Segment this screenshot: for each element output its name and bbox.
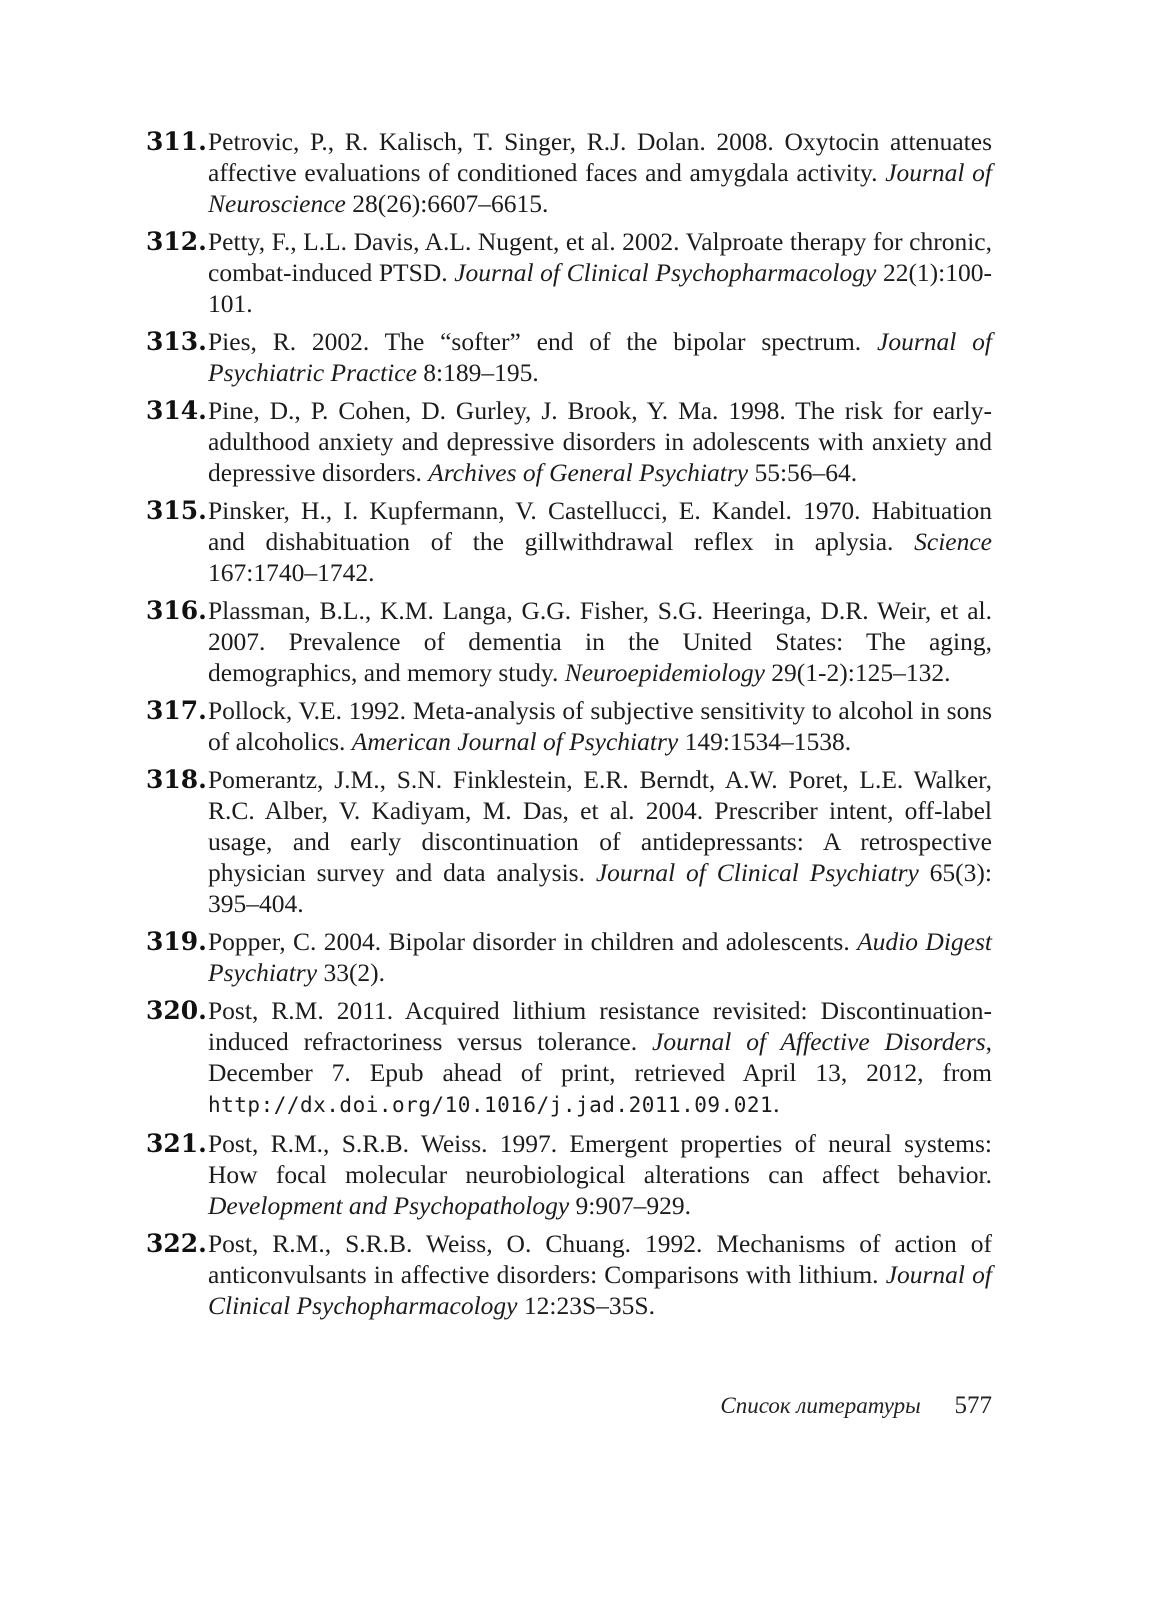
reference-entry [146, 595, 992, 688]
reference-text: Pollock, V.E. 1992. Meta-analysis of subjective sensitivity to alcohol in sons of alcoholics. American Journal of Psychiatry 149:1534–1538. [208, 696, 992, 756]
journal-title: American Journal of Psychiatry [351, 727, 679, 756]
reference-text: Petty, F., L.L. Davis, A.L. Nugent, et al. 2002. Valproate therapy for chronic, combat-induced PTSD. Journal of Clinical Psychopharmacology 22(1):100-101. [208, 227, 992, 318]
reference-text: Post, R.M., S.R.B. Weiss, O. Chuang. 1992. Mechanisms of action of anticonvulsants in affective disorders: Comparisons with lithium. Journal of Clinical Psychopharmacology 12:23S–35S. [208, 1229, 992, 1320]
journal-title: Development and Psychopathology [208, 1191, 570, 1220]
reference-text: Pinsker, H., I. Kupfermann, V. Castellucci, E. Kandel. 1970. Habituation and dishabituation of the gillwithdrawal reflex in aplysia. Science 167:1740–1742. [208, 496, 992, 587]
reference-entry [146, 1128, 992, 1221]
reference-number: 316. [146, 596, 207, 625]
reference-entry [146, 1228, 992, 1321]
reference-number: 315. [146, 496, 207, 525]
reference-entry [146, 926, 992, 988]
reference-number: 321. [146, 1129, 207, 1158]
reference-number: 311. [146, 127, 207, 156]
reference-text: Post, R.M. 2011. Acquired lithium resistance revisited: Discontinuation-induced refractoriness versus tolerance. Journal of Affective Disorders, December 7. Epub ahead of print, retrieved April 13, 2012, from http://dx.doi.org/10.1016/j.jad.2011.09.021. [208, 996, 992, 1118]
reference-text: Pomerantz, J.M., S.N. Finklestein, E.R. Berndt, A.W. Poret, L.E. Walker, R.C. Alber, V. Kadiyam, M. Das, et al. 2004. Prescriber intent, off-label usage, and early discontinuation of antidepressants: A retrospective physician survey and data analysis. Journal of Clinical Psychiatry 65(3): 395–404. [208, 765, 992, 918]
journal-title: Journal of Neuroscience [208, 158, 992, 218]
reference-number: 320. [146, 996, 207, 1025]
reference-entry [146, 395, 992, 488]
reference-number: 322. [146, 1229, 207, 1258]
journal-title: Journal of Psychiatric Practice [208, 327, 992, 387]
reference-text: Petrovic, P., R. Kalisch, T. Singer, R.J. Dolan. 2008. Oxytocin attenuates affective evaluations of conditioned faces and amygdala activity. Journal of Neuroscience 28(26):6607–6615. [208, 127, 992, 218]
reference-entry [146, 995, 992, 1121]
reference-list [146, 126, 992, 1328]
journal-title: Audio Digest Psychiatry [208, 927, 992, 987]
reference-text: Pine, D., P. Cohen, D. Gurley, J. Brook, Y. Ma. 1998. The risk for early-adulthood anxiety and depressive disorders in adolescents with anxiety and depressive disorders. Archives of General Psychiatry 55:56–64. [208, 396, 992, 487]
reference-entry [146, 695, 992, 757]
page-number: 577 [954, 1392, 992, 1419]
reference-entry [146, 495, 992, 588]
journal-title: Science [914, 527, 992, 556]
journal-title: Journal of Clinical Psychiatry [595, 858, 919, 887]
reference-text: Popper, C. 2004. Bipolar disorder in children and adolescents. Audio Digest Psychiatry 33(2). [208, 927, 992, 987]
reference-entry [146, 226, 992, 319]
journal-title: Journal of Clinical Psychopharmacology [208, 1260, 992, 1320]
running-title: Список литературы [720, 1393, 921, 1418]
journal-title: Neuroepidemiology [564, 658, 765, 687]
journal-title: Archives of General Psychiatry [428, 458, 749, 487]
reference-entry [146, 326, 992, 388]
reference-text: Pies, R. 2002. The “softer” end of the bipolar spectrum. Journal of Psychiatric Practice 8:189–195. [208, 327, 992, 387]
reference-number: 317. [146, 696, 207, 725]
doi-link[interactable]: http://dx.doi.org/10.1016/j.jad.2011.09.021 [208, 1093, 774, 1117]
journal-title: Journal of Clinical Psychopharmacology [454, 258, 877, 287]
reference-entry [146, 126, 992, 219]
reference-number: 319. [146, 927, 207, 956]
journal-title: Journal of Affective Disorders [652, 1027, 986, 1056]
reference-text: Post, R.M., S.R.B. Weiss. 1997. Emergent properties of neural systems: How focal molecular neurobiological alterations can affect behavior. Development and Psychopathology 9:907–929. [208, 1129, 992, 1220]
reference-number: 314. [146, 396, 207, 425]
reference-entry [146, 764, 992, 919]
page-footer [600, 1392, 992, 1420]
reference-number: 313. [146, 327, 207, 356]
reference-text: Plassman, B.L., K.M. Langa, G.G. Fisher, S.G. Heeringa, D.R. Weir, et al. 2007. Prevalence of dementia in the United States: The aging, demographics, and memory study. Neuroepidemiology 29(1-2):125–132. [208, 596, 992, 687]
reference-number: 318. [146, 765, 207, 794]
reference-number: 312. [146, 227, 207, 256]
